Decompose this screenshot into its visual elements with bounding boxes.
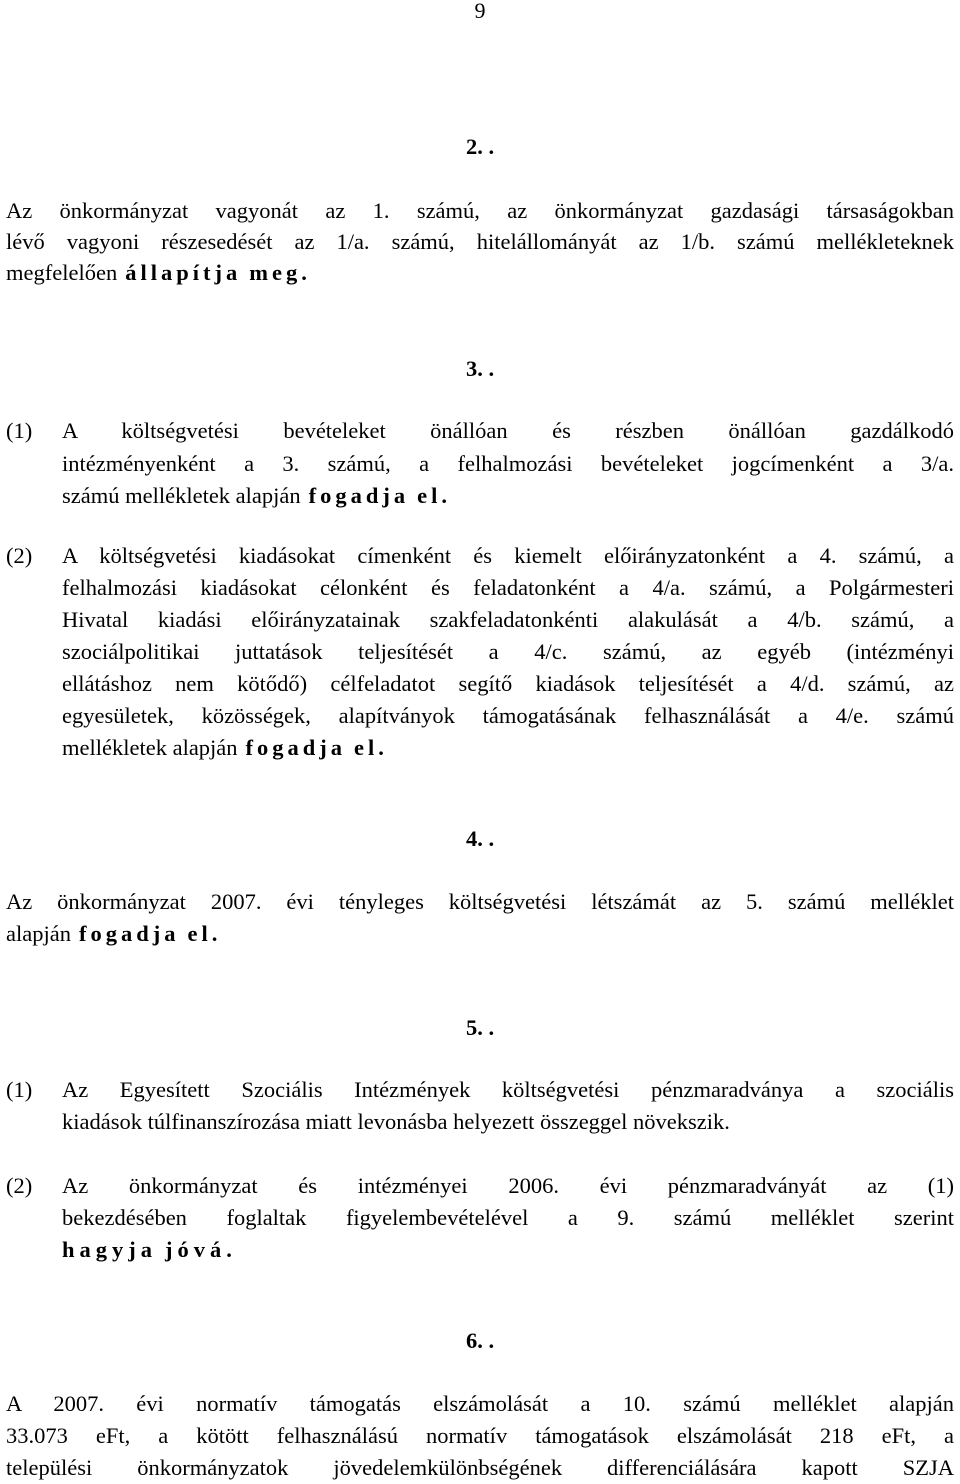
spaced-verb: hagyja (62, 1237, 158, 1262)
line-text: számú mellékletek alapján (62, 483, 301, 508)
paragraph-line: A 2007. évi normatív támogatás elszámolását a 10. számú melléklet alapján (6, 1391, 954, 1416)
paragraph-line: Az önkormányzat vagyonát az 1. számú, az önkormányzat gazdasági társaságokban (6, 198, 954, 223)
spaced-verb: fogadja (308, 483, 410, 508)
paragraph-line: ellátáshoz nem kötődő) célfeladatot segítő kiadások teljesítését a 4/d. számú, az (62, 671, 954, 696)
spaced-verb: meg. (249, 260, 311, 285)
paragraph-line: Az önkormányzat és intézményei 2006. évi pénzmaradványát az (1) (62, 1173, 954, 1198)
paragraph-line: kiadások túlfinanszírozása miatt levonásba helyezett összeggel növekszik. (62, 1109, 730, 1134)
paragraph-line: egyesületek, közösségek, alapítványok támogatásának felhasználását a 4/e. számú (62, 703, 954, 728)
spaced-verb: el. (417, 483, 452, 508)
spaced-verb: el. (187, 921, 222, 946)
section-heading-4: 4. . (465, 826, 495, 851)
paragraph-line: szociálpolitikai juttatások teljesítését a 4/c. számú, az egyéb (intézményi (62, 639, 954, 664)
paragraph-line: A költségvetési kiadásokat címenként és kiemelt előirányzatonként a 4. számú, a (62, 543, 954, 568)
paragraph-line: lévő vagyoni részesedését az 1/a. számú, hitelállományát az 1/b. számú mellékleteknek (6, 229, 954, 254)
line-text: alapján (6, 921, 71, 946)
paragraph-line: települési önkormányzatok jövedelemkülönbségének differenciálására kapott SZJA (6, 1455, 954, 1480)
spaced-verb: el. (354, 735, 388, 760)
paragraph-line: Hivatal kiadási előirányzatainak szakfeladatonkénti alakulását a 4/b. számú, a (62, 607, 954, 632)
paragraph-line: 33.073 eFt, a kötött felhasználású normatív támogatások elszámolását 218 eFt, a (6, 1423, 954, 1448)
paragraph-line (6, 918, 954, 949)
paragraph-line (62, 732, 954, 763)
paragraph-line: Az önkormányzat 2007. évi tényleges költségvetési létszámát az 5. számú melléklet (6, 889, 954, 914)
line-text: mellékletek alapján (62, 735, 238, 760)
paragraph-line: felhalmozási kiadásokat célonként és feladatonként a 4/a. számú, a Polgármesteri (62, 575, 954, 600)
paragraph-number: (2) (6, 1173, 33, 1198)
line-text: megfelelően (6, 260, 118, 285)
paragraph-line (62, 1234, 954, 1265)
section-heading-5: 5. . (465, 1015, 495, 1040)
paragraph-line (62, 480, 954, 511)
spaced-verb: fogadja (78, 921, 180, 946)
paragraph-number: (1) (6, 1077, 33, 1102)
paragraph-line: Az Egyesített Szociális Intézmények költségvetési pénzmaradványa a szociális (62, 1077, 954, 1102)
section-heading-6: 6. . (465, 1328, 495, 1353)
paragraph-line: intézményenként a 3. számú, a felhalmozási bevételeket jogcímenként a 3/a. (62, 451, 954, 476)
spaced-verb: jóvá. (165, 1237, 237, 1262)
section-heading-2: 2. . (465, 134, 495, 159)
paragraph-line: bekezdésében foglaltak figyelembevételével a 9. számú melléklet szerint (62, 1205, 954, 1230)
paragraph-number: (1) (6, 418, 33, 443)
spaced-verb: fogadja (245, 735, 347, 760)
paragraph-line (6, 257, 954, 288)
page-number: 9 (474, 0, 486, 23)
paragraph-number: (2) (6, 543, 33, 568)
spaced-verb: állapítja (125, 260, 242, 285)
paragraph-line: A költségvetési bevételeket önállóan és részben önállóan gazdálkodó (62, 418, 954, 443)
section-heading-3: 3. . (465, 356, 495, 381)
